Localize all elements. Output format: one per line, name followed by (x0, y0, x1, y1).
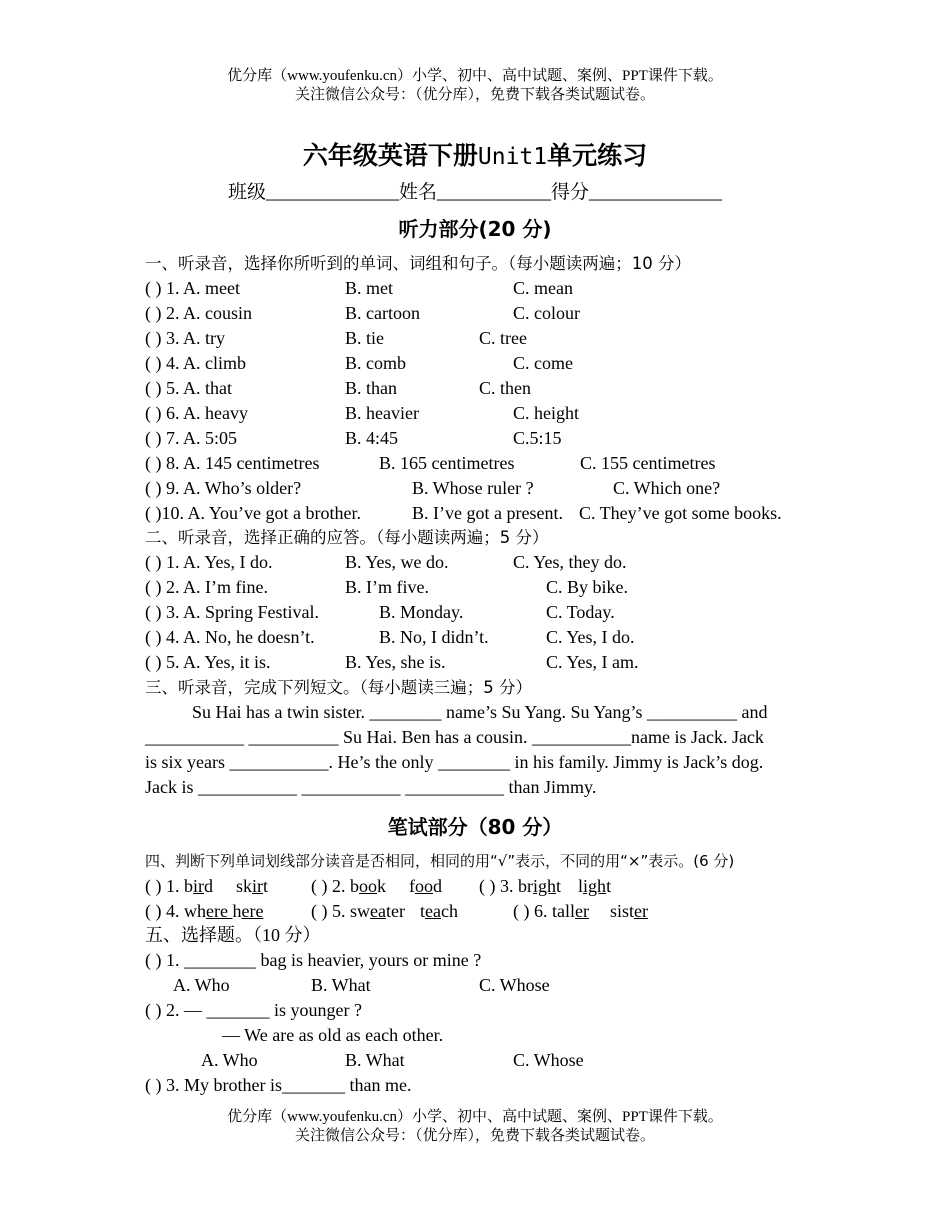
option-b: B. comb (345, 353, 406, 373)
word-bird: bird (184, 876, 213, 896)
option-b: B. Yes, we do. (345, 552, 449, 572)
passage-line-2: ___________ __________ Su Hai. Ben has a cousin. ___________name is Jack. Jack (145, 727, 764, 747)
question-text: ( ) 5. A. that (145, 378, 232, 398)
phonics-item-4 (145, 899, 263, 924)
question-text: ( ) 9. A. Who’s older? (145, 478, 302, 498)
writing-heading: 笔试部分（80 分） (387, 815, 563, 839)
header-line-1: 优分库（www.youfenku.cn）小学、初中、高中试题、案例、PPT课件下载。 (227, 68, 723, 84)
word-bright: bright (518, 876, 562, 896)
question-text: ( ) 1. A. Yes, I do. (145, 552, 273, 572)
option-b: B. 165 centimetres (379, 453, 515, 473)
option-b: B. Whose ruler ? (412, 478, 534, 498)
part2-heading: 二、听录音，选择正确的应答。（每小题读两遍；5 分） (145, 528, 549, 547)
word-sister: sister (609, 901, 648, 921)
page-title (0, 136, 950, 172)
option-c: C. Whose (479, 975, 550, 995)
option-c: C. By bike. (546, 577, 629, 597)
option-c: C. Which one? (613, 478, 721, 498)
option-c: C. Whose (513, 1050, 584, 1070)
title-prefix: 六年级英语下册 (302, 141, 478, 170)
passage-line-4: Jack is ___________ ___________ ___________ than Jimmy. (145, 777, 597, 797)
option-c: C. Yes, they do. (513, 552, 627, 572)
phonics-item-3 (479, 874, 611, 899)
phonics-item-5 (311, 899, 458, 924)
option-b: B. met (345, 278, 393, 298)
option-b: B. I’m five. (345, 577, 429, 597)
part1-heading: 一、听录音，选择你所听到的单词、词组和句子。（每小题读两遍；10 分） (145, 254, 691, 273)
question-text: ( ) 3. A. try (145, 328, 225, 348)
phonics-item-2 (311, 874, 442, 899)
word-light: light (578, 876, 612, 896)
option-b: B. 4:45 (345, 428, 399, 448)
option-c: C. Yes, I am. (546, 652, 639, 672)
question-text: ( ) 3. A. Spring Festival. (145, 602, 319, 622)
question-text: ( ) 8. A. 145 centimetres (145, 453, 320, 473)
word-taller: taller (552, 901, 589, 921)
option-c: C. Yes, I do. (546, 627, 635, 647)
part5-heading: 五、选择题。（10 分） (145, 925, 321, 945)
part3-heading: 三、听录音，完成下列短文。（每小题读三遍；5 分） (145, 678, 532, 697)
option-b: B. I’ve got a present. (412, 503, 563, 523)
question-text: ( ) 7. A. 5:05 (145, 428, 237, 448)
listening-heading: 听力部分(20 分) (398, 217, 552, 241)
word-book: book (350, 876, 386, 896)
option-b: B. What (345, 1050, 405, 1070)
option-c: C.5:15 (513, 428, 562, 448)
question-number: ( ) 1. (145, 876, 180, 896)
question-text: ( )10. A. You’ve got a brother. (145, 503, 361, 523)
option-b: B. What (311, 975, 371, 995)
mc-question-3: ( ) 3. My brother is_______ than me. (145, 1075, 412, 1095)
option-c: C. come (513, 353, 573, 373)
mc-question-2-reply: — We are as old as each other. (222, 1025, 444, 1045)
option-b: B. than (345, 378, 397, 398)
word-skirt: skirt (236, 876, 269, 896)
header-line-2: 关注微信公众号：（优分库），免费下载各类试题试卷。 (294, 87, 655, 103)
option-c: C. 155 centimetres (580, 453, 716, 473)
passage-line-1: Su Hai has a twin sister. ________ name’s Su Yang. Su Yang’s __________ and (192, 702, 768, 722)
question-number: ( ) 3. (479, 876, 514, 896)
word-food: food (409, 876, 442, 896)
option-c: C. tree (479, 328, 527, 348)
student-info-line: 班级______________姓名____________得分______________ (227, 182, 722, 203)
option-b: B. tie (345, 328, 384, 348)
option-c: C. colour (513, 303, 580, 323)
footer-line-2: 关注微信公众号：（优分库），免费下载各类试题试卷。 (294, 1128, 655, 1144)
question-number: ( ) 5. (311, 901, 346, 921)
question-text: ( ) 6. A. heavy (145, 403, 248, 423)
option-c: C. They’ve got some books. (579, 503, 782, 523)
question-text: ( ) 2. A. cousin (145, 303, 252, 323)
phonics-item-1 (145, 874, 268, 899)
option-c: C. Today. (546, 602, 615, 622)
word-sweater: sweater (350, 901, 405, 921)
phonics-item-6 (513, 899, 648, 924)
option-c: C. then (479, 378, 531, 398)
option-b: B. cartoon (345, 303, 420, 323)
option-b: B. Monday. (379, 602, 464, 622)
word-where: where (184, 901, 233, 921)
question-text: ( ) 2. A. I’m fine. (145, 577, 268, 597)
word-teach: teach (419, 901, 458, 921)
passage-line-3: is six years ___________. He’s the only ________ in his family. Jimmy is Jack’s dog. (145, 752, 764, 772)
question-text: ( ) 4. A. climb (145, 353, 246, 373)
option-a: A. Who (201, 1050, 258, 1070)
option-c: C. mean (513, 278, 573, 298)
mc-question-2: ( ) 2. — _______ is younger ? (145, 1000, 362, 1020)
part4-heading: 四、判断下列单词划线部分读音是否相同，相同的用“√”表示，不同的用“×”表示。(6 分) (145, 852, 735, 870)
question-text: ( ) 5. A. Yes, it is. (145, 652, 271, 672)
title-suffix: 单元练习 (547, 141, 648, 170)
option-a: A. Who (173, 975, 230, 995)
question-number: ( ) 6. (513, 901, 548, 921)
option-b: B. heavier (345, 403, 419, 423)
question-text: ( ) 1. A. meet (145, 278, 240, 298)
mc-question-1: ( ) 1. ________ bag is heavier, yours or mine ? (145, 950, 482, 970)
title-unit: Unit1 (477, 144, 548, 170)
question-number: ( ) 2. (311, 876, 346, 896)
question-text: ( ) 4. A. No, he doesn’t. (145, 627, 315, 647)
question-number: ( ) 4. (145, 901, 180, 921)
word-here: here (232, 901, 264, 921)
footer-line-1: 优分库（www.youfenku.cn）小学、初中、高中试题、案例、PPT课件下载。 (227, 1109, 723, 1125)
option-b: B. No, I didn’t. (379, 627, 489, 647)
option-b: B. Yes, she is. (345, 652, 446, 672)
option-c: C. height (513, 403, 579, 423)
